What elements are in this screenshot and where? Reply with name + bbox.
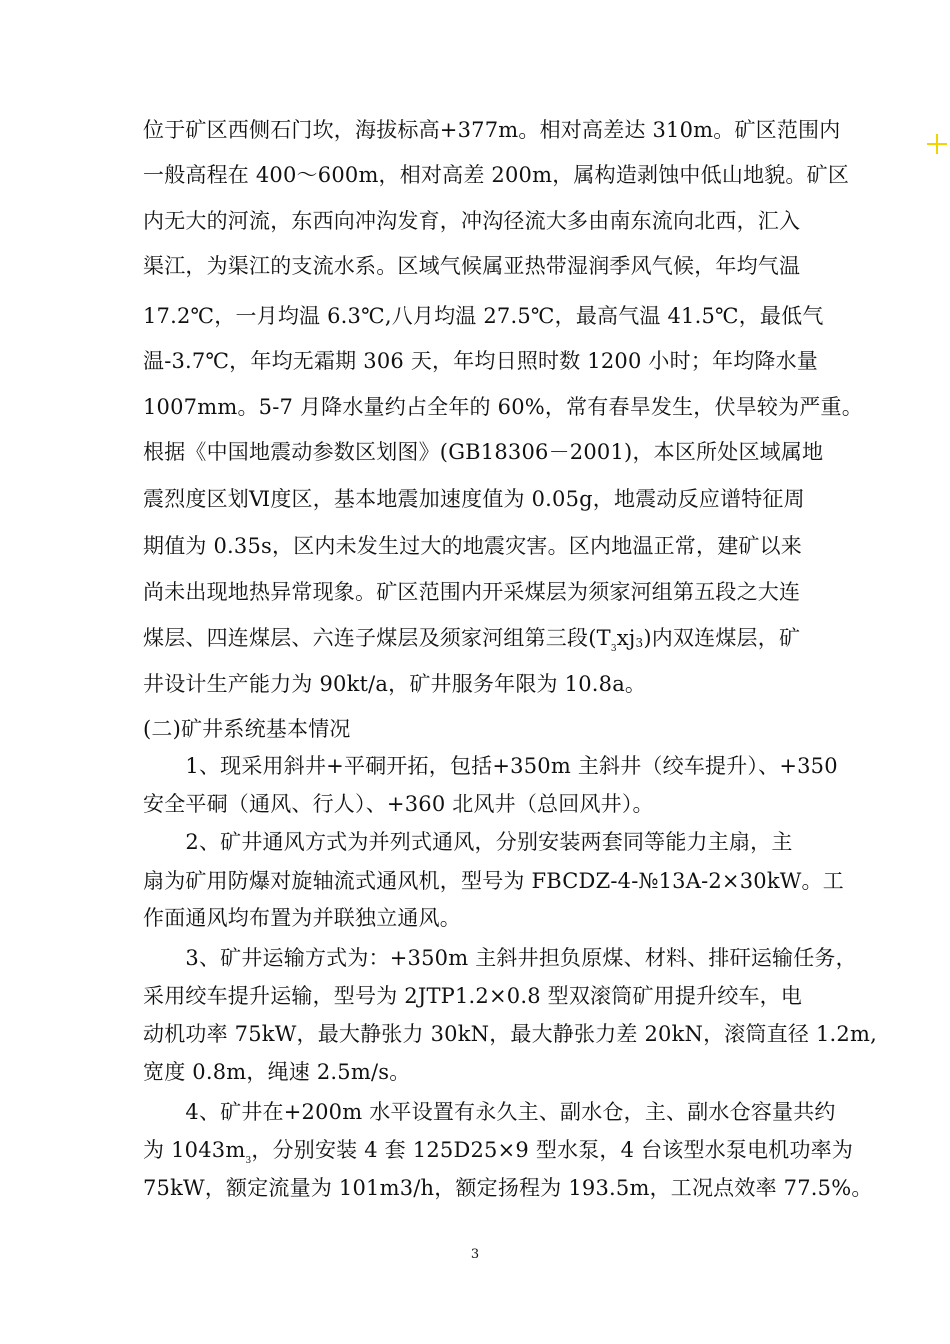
- text-line: 2、矿井通风方式为并列式通风，分别安装两套同等能力主扇，主: [143, 830, 793, 854]
- text-line: 17.2℃，一月均温 6.3℃,八月均温 27.5℃，最高气温 41.5℃，最低气: [143, 304, 824, 328]
- subscript: 3: [245, 1156, 252, 1166]
- text-line: 作面通风均布置为并联独立通风。: [143, 906, 461, 930]
- text-line: 扇为矿用防爆对旋轴流式通风机，型号为 FBCDZ-4-№13A-2×30kW。工: [143, 869, 844, 893]
- text-line: 75kW，额定流量为 101m3/h，额定扬程为 193.5m，工况点效率 77.5%。: [143, 1176, 873, 1200]
- section-heading: (二)矿井系统基本情况: [143, 717, 351, 741]
- text-line: 位于矿区西侧石门坎，海拔标高+377m。相对高差达 310m。矿区范围内: [143, 118, 841, 142]
- text-line: 采用绞车提升运输，型号为 2JTP1.2×0.8 型双滚筒矿用提升绞车，电: [143, 984, 803, 1008]
- text-segment: xj: [616, 626, 636, 650]
- subscript: 3: [635, 636, 644, 650]
- text-line: 动机功率 75kW，最大静张力 30kN，最大静张力差 20kN，滚筒直径 1.2m,: [143, 1022, 877, 1046]
- text-line-with-subscript: [143, 1135, 853, 1176]
- text-line: 4、矿井在+200m 水平设置有永久主、副水仓，主、副水仓容量共约: [143, 1100, 836, 1124]
- text-segment: ，分别安装 4 套 125D25×9 型水泵，4 台该型水泵电机功率为: [251, 1138, 854, 1162]
- subscript: 3: [610, 644, 617, 654]
- text-line: 井设计生产能力为 90kt/a，矿井服务年限为 10.8a。: [143, 672, 647, 696]
- text-line: 宽度 0.8m，绳速 2.5m/s。: [143, 1060, 411, 1084]
- text-segment: 为 1043m: [143, 1138, 246, 1162]
- text-segment: )内双连煤层，矿: [643, 626, 801, 650]
- text-line: 3、矿井运输方式为：+350m 主斜井担负原煤、材料、排矸运输任务，: [143, 946, 857, 970]
- text-line: 1、现采用斜井+平硐开拓，包括+350m 主斜井（绞车提升）、+350: [143, 754, 838, 778]
- text-line: 期值为 0.35s，区内未发生过大的地震灾害。区内地温正常，建矿以来: [143, 534, 803, 558]
- page-number: 3: [470, 1247, 480, 1262]
- text-line: 安全平硐（通风、行人）、+360 北风井（总回风井）。: [143, 792, 654, 816]
- text-segment: 煤层、四连煤层、六连子煤层及须家河组第三段(T: [143, 626, 611, 650]
- text-line: 尚未出现地热异常现象。矿区范围内开采煤层为须家河组第五段之大连: [143, 580, 801, 604]
- text-line-with-subscript: [143, 623, 800, 664]
- text-line: 内无大的河流，东西向冲沟发育，冲沟径流大多由南东流向北西，汇入: [143, 209, 801, 233]
- crosshair-marker-icon: [925, 132, 949, 156]
- text-line: 一般高程在 400～600m，相对高差 200m，属构造剥蚀中低山地貌。矿区: [143, 163, 850, 187]
- text-line: 震烈度区划Ⅵ度区，基本地震加速度值为 0.05g，地震动反应谱特征周: [143, 487, 805, 511]
- text-line: 根据《中国地震动参数区划图》(GB18306－2001)，本区所处区域属地: [143, 440, 824, 464]
- text-line: 渠江，为渠江的支流水系。区域气候属亚热带湿润季风气候，年均气温: [143, 254, 801, 278]
- text-line: 1007mm。5-7 月降水量约占全年的 60%，常有春旱发生，伏旱较为严重。: [143, 395, 863, 419]
- text-line: 温-3.7℃，年均无霜期 306 天，年均日照时数 1200 小时；年均降水量: [143, 349, 819, 373]
